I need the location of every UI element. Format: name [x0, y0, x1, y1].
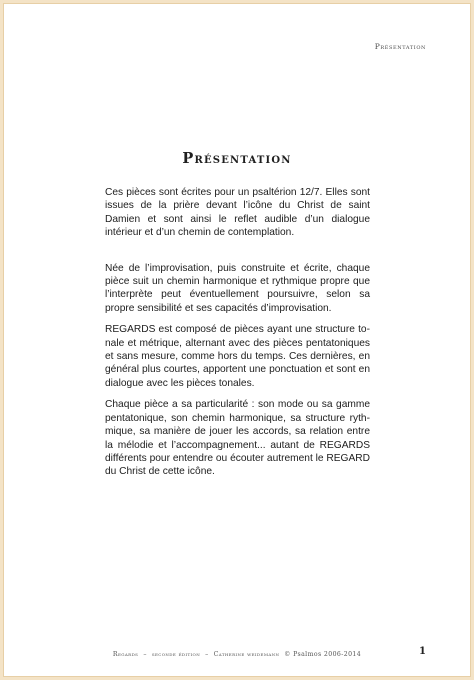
footer-book-title: Regards: [112, 651, 139, 658]
page-footer: [4, 651, 470, 658]
body-text: [105, 186, 370, 487]
page-number: 1: [419, 646, 426, 657]
footer-copyright: © Psalmos 2006-2014: [284, 651, 362, 658]
footer-separator: –: [205, 651, 209, 658]
footer-edition: seconde édition: [151, 651, 201, 658]
paragraph-2: Née de l’improvisation, puis construite et écrite, chaque pièce suit un chemin harmonique et rythmique propre que l’interprète peut éventuellement poursuivre, selon sa propre sensibilité et ses capacités d’improvisation.: [105, 262, 370, 314]
paragraph-4: Chaque pièce a sa particularité : son mode ou sa gamme pentatonique, son chemin harmonique, sa structure rythmique, sa manière de jouer les accords, sa relation entre la mélodie et l’accompagnement... autant de REGARDS différents pour entendre ou écouter autrement le REGARD du Christ de cette icône.: [105, 399, 370, 478]
running-head: Présentation: [374, 42, 426, 51]
paragraph-3: REGARDS est composé de pièces ayant une structure tonale et métrique, alternant avec des pièces pentatoniques et sans mesure, comme hors du temps. Ces dernières, en général plus courtes, apportent une ponctuation et sont en dialogue avec les pièces tonales.: [105, 324, 370, 389]
footer-separator: –: [143, 651, 147, 658]
footer-author: Catherine weidemann: [213, 651, 280, 658]
document-page: [3, 3, 471, 677]
page-title: Présentation: [182, 150, 292, 167]
paragraph-1: Ces pièces sont écrites pour un psaltérion 12/7. Elles sont issues de la prière devant l’icône du Christ de saint Damien et sont ainsi le reflet audible d’un dialogue intérieur et d’un chemin de contemplation.: [105, 187, 370, 239]
